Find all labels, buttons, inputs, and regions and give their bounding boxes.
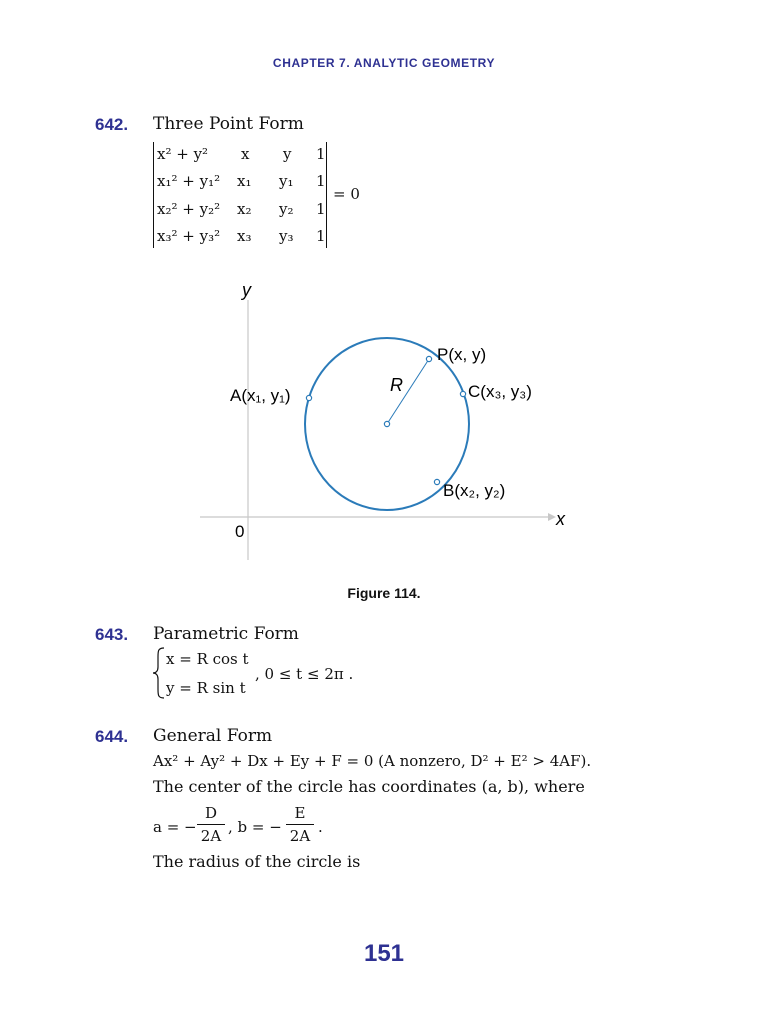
determinant-cell: y₁ [279,172,294,190]
b-numerator: E [294,804,306,822]
determinant-cell: x² + y² [157,145,209,163]
a-numerator: D [204,804,218,822]
point-c [460,391,465,396]
left-brace-icon [152,647,166,699]
a-formula-lhs: a = − [153,818,197,836]
point-b [434,479,439,484]
determinant-cell: y₃ [279,227,294,245]
general-form-equation: Ax² + Ay² + Dx + Ey + F = 0 (A nonzero, D² + E² > 4AF). [153,752,592,770]
b-fraction [286,804,314,845]
point-p [426,356,431,361]
determinant-equals-zero: = 0 [333,185,360,203]
center-description: The center of the circle has coordinates (a, b), where [153,777,585,796]
determinant-cell: 1 [316,172,326,190]
item-642-number: 642. [95,115,129,134]
determinant-cell: 1 [316,200,326,218]
y-axis-label: y [242,280,251,300]
fraction-bar [197,824,225,825]
parametric-y-equation: y = R sin t [166,679,246,697]
determinant-cell: x₃² + y₃² [157,227,221,245]
determinant-cell: x₂ [237,200,252,218]
determinant-cell: x₃ [237,227,252,245]
determinant-cell: x₁² + y₁² [157,172,221,190]
parametric-x-equation: x = R cos t [166,650,249,668]
determinant-cell: 1 [316,227,326,245]
item-642-title: Three Point Form [153,114,304,134]
origin-label: 0 [235,522,245,541]
item-643-number: 643. [95,625,129,644]
radius-description: The radius of the circle is [153,852,361,871]
radius-label: R [390,375,403,395]
determinant-cell: x₁ [237,172,252,190]
center-point [384,421,389,426]
b-formula-lhs: , b = − [228,818,282,836]
a-fraction [197,804,225,845]
point-c-label: C(x₃, y₃) [468,382,532,401]
determinant-cell: 1 [316,145,326,163]
point-a [306,395,311,400]
item-643-title: Parametric Form [153,624,299,644]
item-644-title: General Form [153,726,273,746]
b-denominator: 2A [289,827,311,845]
figure-caption: Figure 114. [347,585,421,601]
a-denominator: 2A [200,827,222,845]
page-number: 151 [363,940,405,967]
point-a-label: A(x₁, y₁) [230,386,291,405]
determinant-cell: x₂² + y₂² [157,200,221,218]
chapter-header: CHAPTER 7. ANALYTIC GEOMETRY [272,56,496,70]
determinant-cell: y [283,145,292,163]
point-b-label: B(x₂, y₂) [443,481,506,500]
determinant-cell: x [241,145,250,163]
formula-end-dot: . [318,818,323,836]
x-axis-arrow-icon [548,513,556,521]
point-p-label: P(x, y) [437,345,487,364]
x-axis-label: x [556,509,565,529]
parametric-range: , 0 ≤ t ≤ 2π . [255,665,354,683]
determinant-cell: y₂ [279,200,294,218]
fraction-bar [286,824,314,825]
item-644-number: 644. [95,727,129,746]
